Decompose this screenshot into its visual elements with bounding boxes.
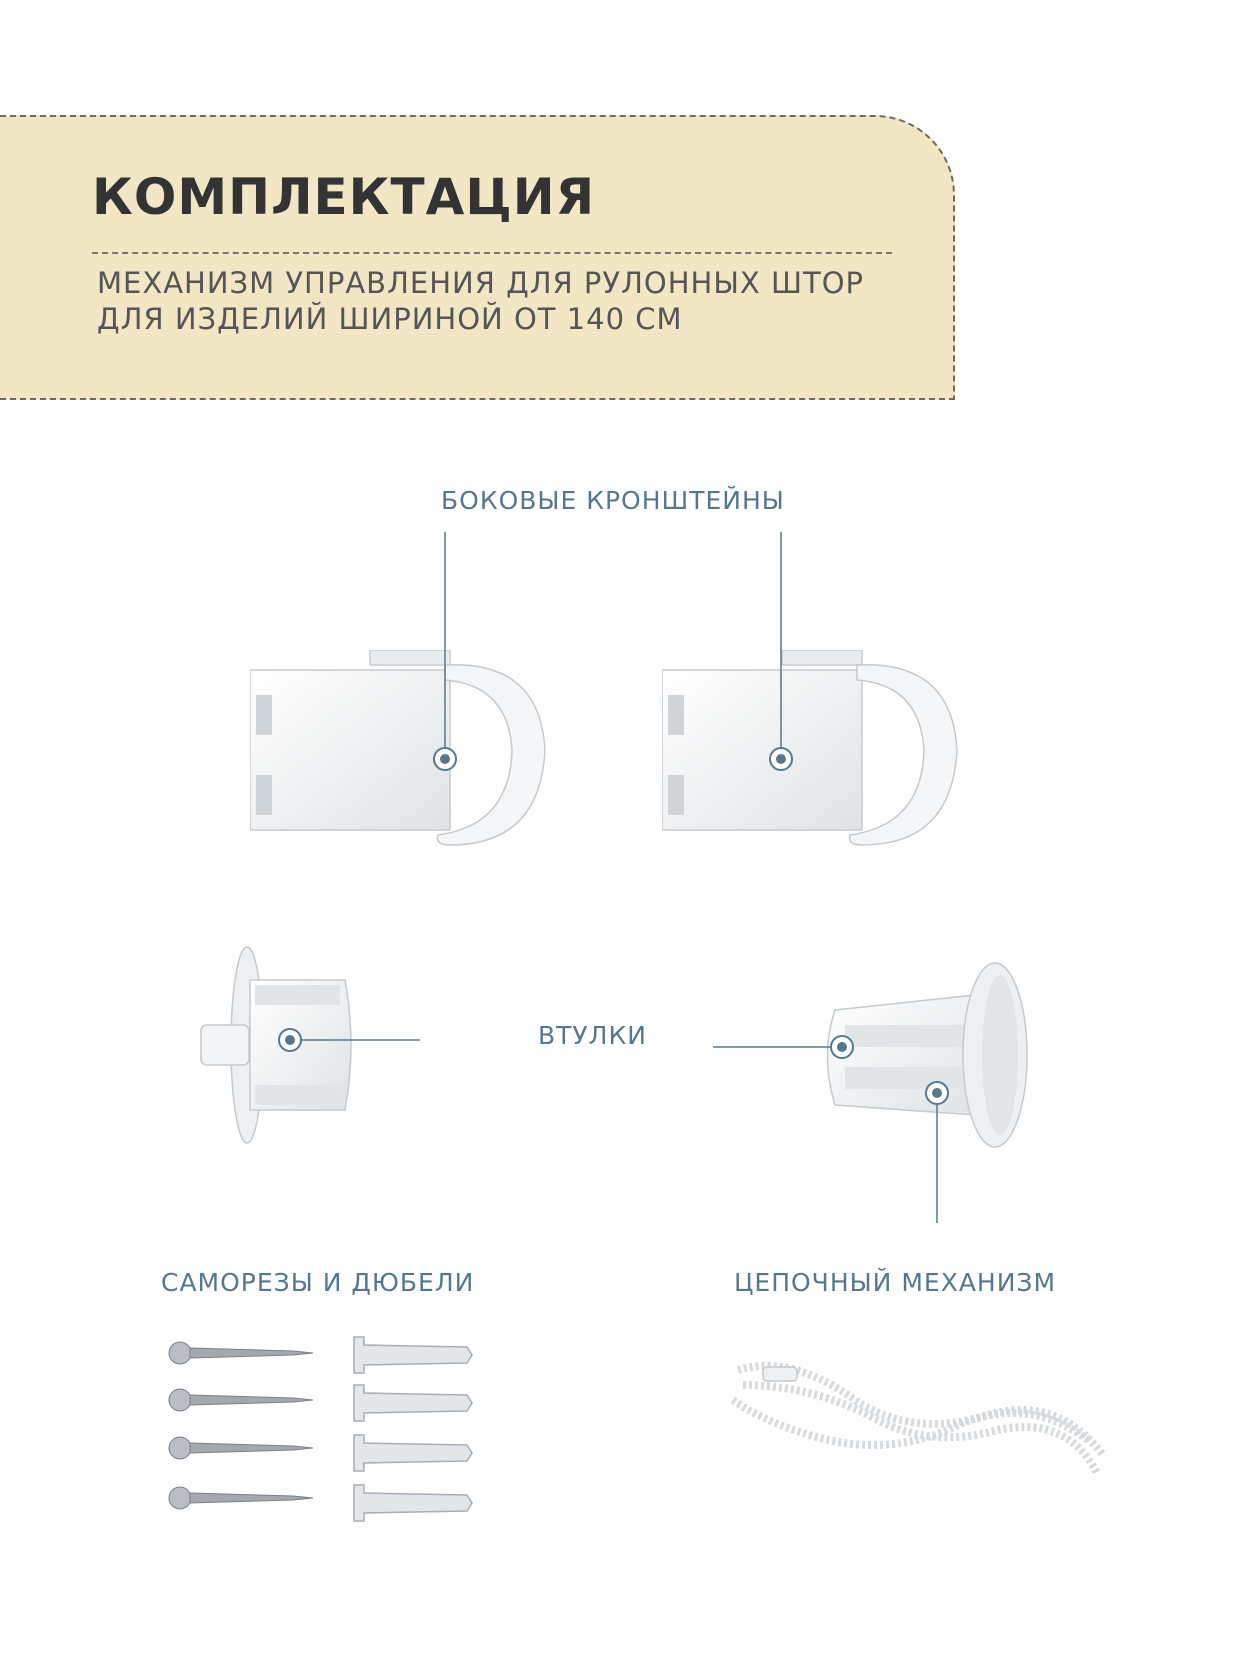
label-chain-mechanism: ЦЕПОЧНЫЙ МЕХАНИЗМ <box>734 1268 1057 1297</box>
subtitle-line-1: МЕХАНИЗМ УПРАВЛЕНИЯ ДЛЯ РУЛОННЫХ ШТОР <box>97 266 865 300</box>
callout-marker-bushing-right-lower <box>926 1082 948 1104</box>
page-title: КОМПЛЕКТАЦИЯ <box>92 168 596 226</box>
label-bushings: ВТУЛКИ <box>538 1021 647 1050</box>
callout-marker-bushing-left <box>279 1029 301 1051</box>
callout-marker-bushing-right <box>831 1036 853 1058</box>
callout-marker-bracket-left <box>434 748 456 770</box>
callout-marker-bracket-right <box>770 748 792 770</box>
label-screws-dowels: САМОРЕЗЫ И ДЮБЕЛИ <box>161 1268 475 1297</box>
label-side-brackets: БОКОВЫЕ КРОНШТЕЙНЫ <box>441 486 785 515</box>
subtitle-line-2: ДЛЯ ИЗДЕЛИЙ ШИРИНОЙ ОТ 140 СМ <box>97 302 683 336</box>
